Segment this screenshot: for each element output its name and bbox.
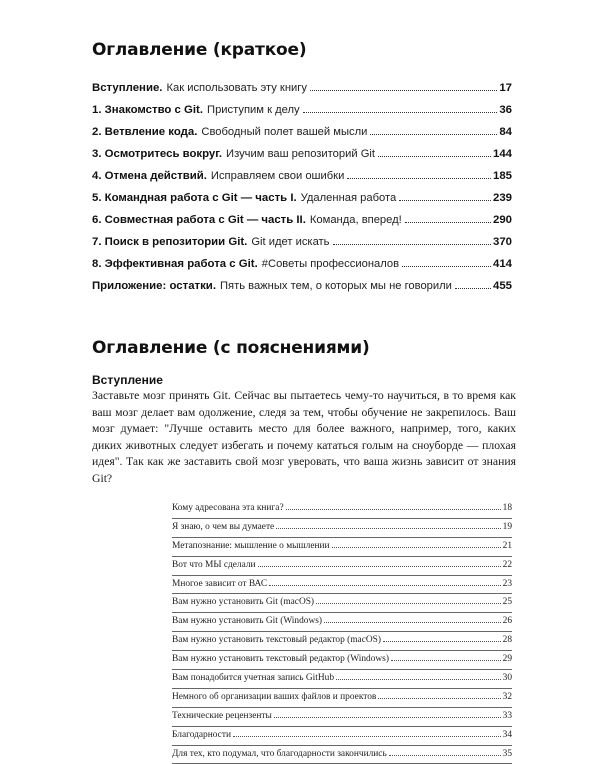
dot-leader	[399, 200, 491, 201]
short-toc-entry[interactable]	[92, 99, 512, 121]
detailed-toc-entry[interactable]	[172, 500, 512, 519]
dot-leader	[258, 566, 501, 567]
entry-label: Вам нужно установить Git (macOS)	[172, 597, 315, 608]
short-toc-entry[interactable]	[92, 77, 512, 99]
full-toc-title: Оглавление (с пояснениями)	[92, 338, 370, 358]
dot-leader	[303, 112, 498, 113]
short-toc-list	[92, 77, 512, 297]
short-toc-entry[interactable]	[92, 187, 512, 209]
entry-label: Для тех, кто подумал, что благодарности закончились	[172, 748, 387, 759]
dot-leader	[383, 641, 501, 642]
entry-page: 35	[502, 748, 512, 759]
entry-label: Вам нужно установить текстовый редактор (Windows)	[172, 654, 389, 665]
entry-page: 239	[492, 192, 512, 204]
entry-subtitle: Свободный полет вашей мысли	[201, 126, 368, 138]
dot-leader	[389, 755, 501, 756]
short-toc-entry[interactable]	[92, 143, 512, 165]
entry-label: Немного об организации ваших файлов и проектов	[172, 691, 377, 702]
entry-page: 25	[502, 597, 512, 608]
entry-label: Вам понадобится учетная запись GitHub	[172, 673, 335, 684]
entry-title: 3. Осмотритесь вокруг.	[92, 148, 223, 160]
entry-title: 4. Отмена действий.	[92, 170, 207, 182]
entry-label: Многое зависит от ВАС	[172, 578, 268, 589]
entry-subtitle: Как использовать эту книгу	[166, 82, 307, 94]
entry-title: 7. Поиск в репозитории Git.	[92, 236, 248, 248]
entry-title: 2. Ветвление кода.	[92, 126, 198, 138]
entry-page: 34	[502, 729, 512, 740]
entry-page: 33	[502, 710, 512, 721]
dot-leader	[276, 528, 500, 529]
dot-leader	[269, 585, 501, 586]
short-toc-entry[interactable]	[92, 253, 512, 275]
entry-page: 29	[502, 654, 512, 665]
entry-subtitle: Пять важных тем, о которых мы не говорили	[219, 280, 452, 292]
entry-page: 23	[502, 578, 512, 589]
detailed-toc-entry[interactable]	[172, 651, 512, 670]
dot-leader	[332, 547, 501, 548]
intro-heading: Вступление	[92, 373, 163, 387]
dot-leader	[233, 736, 501, 737]
dot-leader	[286, 509, 501, 510]
dot-leader	[370, 134, 497, 135]
entry-page: 21	[502, 540, 512, 551]
detailed-toc-entry[interactable]	[172, 670, 512, 689]
detailed-toc-entry[interactable]	[172, 689, 512, 708]
detailed-toc-entry[interactable]	[172, 708, 512, 727]
detailed-toc-entry[interactable]	[172, 557, 512, 576]
entry-page: 26	[502, 616, 512, 627]
dot-leader	[324, 622, 501, 623]
entry-page: 18	[502, 503, 512, 513]
detailed-toc-entry[interactable]	[172, 613, 512, 632]
entry-label: Вам нужно установить Git (Windows)	[172, 616, 323, 627]
entry-page: 22	[502, 559, 512, 570]
dot-leader	[378, 698, 500, 699]
detailed-toc-entry[interactable]	[172, 632, 512, 651]
entry-page: 414	[492, 258, 512, 270]
entry-page: 455	[492, 280, 512, 292]
dot-leader	[274, 717, 501, 718]
entry-label: Я знаю, о чем вы думаете	[172, 521, 275, 532]
entry-subtitle: #Советы профессионалов	[261, 258, 400, 270]
short-toc-entry[interactable]	[92, 209, 512, 231]
dot-leader	[402, 266, 491, 267]
entry-title: Приложение: остатки.	[92, 280, 216, 292]
entry-subtitle: Удаленная работа	[300, 192, 397, 204]
entry-subtitle: Изучим ваш репозиторий Git	[226, 148, 376, 160]
entry-page: 36	[499, 104, 512, 116]
entry-title: 5. Командная работа с Git — часть I.	[92, 192, 297, 204]
entry-subtitle: Исправляем свои ошибки	[210, 170, 345, 182]
short-toc-entry[interactable]	[92, 275, 512, 297]
detailed-toc-list	[172, 500, 512, 764]
entry-title: 8. Эффективная работа с Git.	[92, 258, 258, 270]
entry-page: 32	[502, 691, 512, 702]
entry-page: 370	[492, 236, 512, 248]
entry-label: Метапознание: мышление о мышлении	[172, 540, 330, 551]
detailed-toc-entry[interactable]	[172, 727, 512, 746]
dot-leader	[391, 660, 501, 661]
dot-leader	[316, 603, 501, 604]
entry-label: Технические рецензенты	[172, 710, 272, 721]
dot-leader	[405, 222, 491, 223]
entry-page: 84	[499, 126, 512, 138]
entry-page: 30	[502, 673, 512, 684]
dot-leader	[336, 679, 501, 680]
dot-leader	[310, 90, 497, 91]
detailed-toc-entry[interactable]	[172, 746, 512, 764]
entry-page: 185	[492, 170, 512, 182]
short-toc-title: Оглавление (краткое)	[92, 40, 307, 60]
detailed-toc-entry[interactable]	[172, 519, 512, 538]
entry-subtitle: Git идет искать	[251, 236, 330, 248]
entry-subtitle: Команда, вперед!	[309, 214, 402, 226]
detailed-toc-entry[interactable]	[172, 576, 512, 595]
detailed-toc-entry[interactable]	[172, 594, 512, 613]
entry-page: 17	[499, 82, 512, 94]
entry-title: Вступление.	[92, 82, 163, 94]
entry-label: Кому адресована эта книга?	[172, 503, 284, 513]
entry-title: 1. Знакомство с Git.	[92, 104, 204, 116]
entry-subtitle: Приступим к делу	[207, 104, 300, 116]
dot-leader	[378, 156, 491, 157]
entry-page: 290	[492, 214, 512, 226]
detailed-toc-entry[interactable]	[172, 538, 512, 557]
short-toc-entry[interactable]	[92, 231, 512, 253]
entry-label: Вот что МЫ сделали	[172, 559, 256, 570]
entry-page: 28	[502, 635, 512, 646]
dot-leader	[347, 178, 491, 179]
dot-leader	[333, 244, 491, 245]
entry-label: Благодарности	[172, 729, 231, 740]
entry-title: 6. Совместная работа с Git — часть II.	[92, 214, 306, 226]
dot-leader	[455, 288, 491, 289]
intro-paragraph: Заставьте мозг принять Git. Сейчас вы пытаетесь чему-то научиться, в то время как ваш мозг делает вам одолжение, следя за тем, чтобы обучение не закрепилось. Ваш мозг думает: "Лучше оставить место для более важного, например, того, каких диких животных следует избегать и почему кататься голым на сноуборде — плохая идея". Так как же заставить свой мозг уверовать, что ваша жизнь зависит от знания Git?	[92, 389, 516, 485]
entry-page: 19	[502, 521, 512, 532]
short-toc-entry[interactable]	[92, 165, 512, 187]
entry-page: 144	[492, 148, 512, 160]
entry-label: Вам нужно установить текстовый редактор (macOS)	[172, 635, 381, 646]
short-toc-entry[interactable]	[92, 121, 512, 143]
